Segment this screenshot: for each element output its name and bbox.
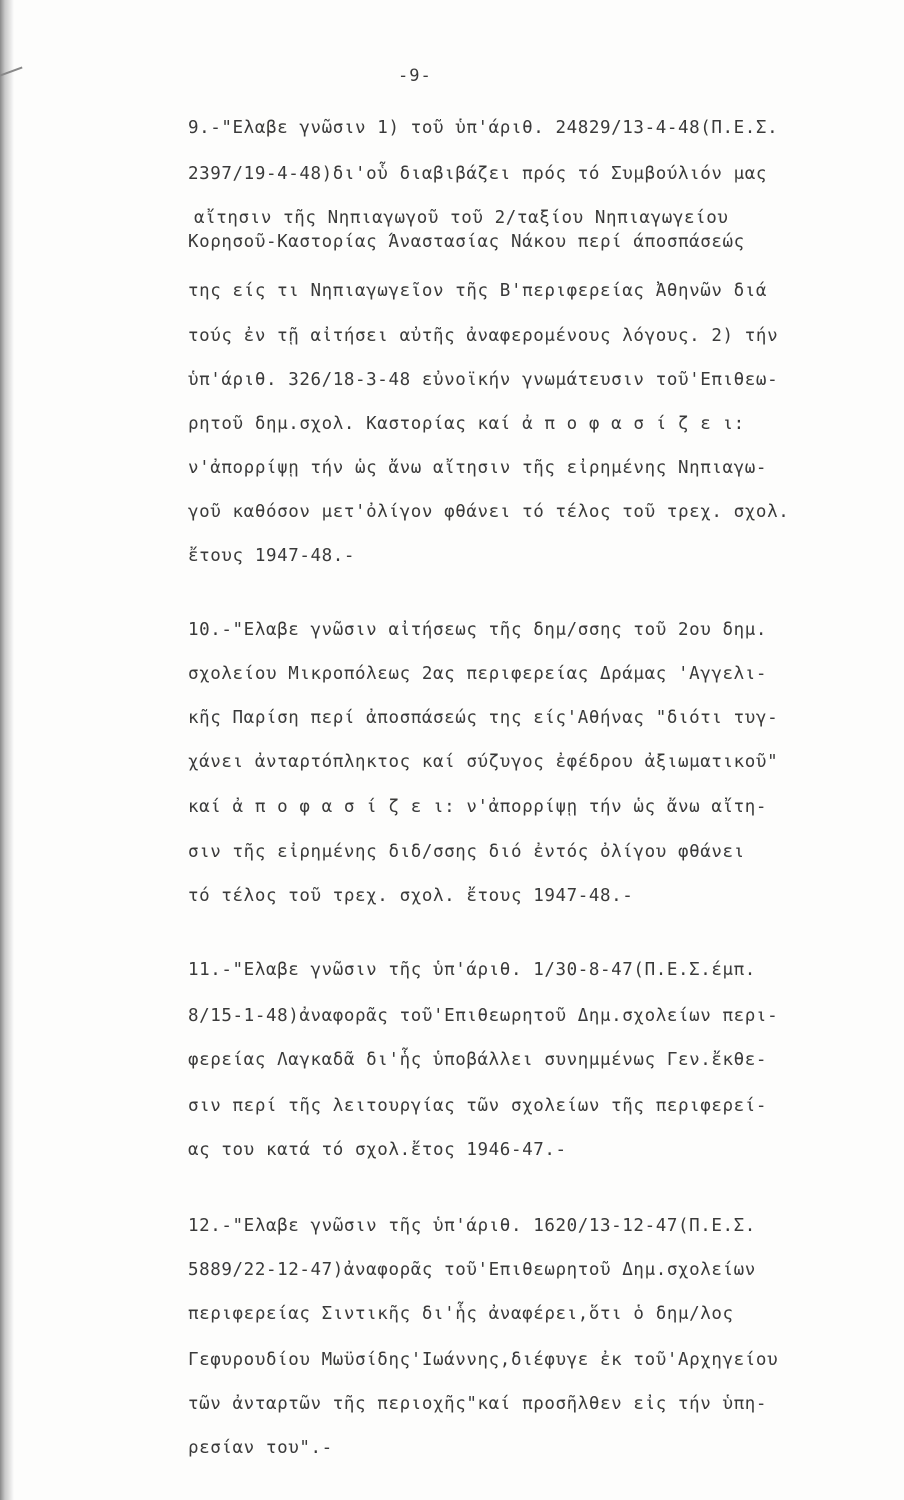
paragraph-9-line: ὑπ'άριθ. 326/18-3-48 εὐνοϊκήν γνωμάτευσιν τοῦ'Επιθεω- <box>188 370 779 390</box>
paragraph-10-line: χάνει ἀνταρτόπληκτος καί σύζυγος ἐφέδρου ἀξιωματικοῦ" <box>188 752 779 772</box>
paragraph-12-line: 12.-"Ελαβε γνῶσιν τῆς ὑπ'άριθ. 1620/13-12-47(Π.Ε.Σ. <box>188 1216 756 1236</box>
paragraph-11-line: ας του κατά τό σχολ.ἔτος 1946-47.- <box>188 1140 567 1160</box>
paragraph-10-line: σιν τῆς εἰρημένης διδ/σσης διό ἐντός ὀλίγου φθάνει <box>188 842 745 862</box>
paragraph-11-line: 11.-"Ελαβε γνῶσιν τῆς ὑπ'άριθ. 1/30-8-47(Π.Ε.Σ.έμπ. <box>188 960 756 980</box>
paragraph-12-line: Γεφυρουδίου Μωϋσίδης'Ιωάννης,διέφυγε ἐκ τοῦ'Αρχηγείου <box>188 1350 779 1370</box>
paragraph-11-line: σιν περί τῆς λειτουργίας τῶν σχολείων τῆς περιφερεί- <box>188 1096 768 1116</box>
paragraph-12-line: 5889/22-12-47)ἀναφορᾶς τοῦ'Επιθεωρητοῦ Δημ.σχολείων <box>188 1260 756 1280</box>
paragraph-9-line: γοῦ καθόσον μετ'ὀλίγον φθάνει τό τέλος τοῦ τρεχ. σχολ. <box>188 502 790 522</box>
paragraph-10-line: 10.-"Ελαβε γνῶσιν αἰτήσεως τῆς δημ/σσης τοῦ 2ου δημ. <box>188 620 768 640</box>
paragraph-9-line: ἔτους 1947-48.- <box>188 546 356 566</box>
paragraph-12-line: ρεσίαν του".- <box>188 1438 333 1458</box>
paragraph-9-line: της είς τι Νηπιαγωγεῖον τῆς Β'περιφερείας Ἀθηνῶν διά <box>188 281 768 301</box>
paragraph-10-line: σχολείου Μικροπόλεως 2ας περιφερείας Δράμας 'Αγγελι- <box>188 664 768 684</box>
paragraph-9-line: ρητοῦ δημ.σχολ. Καστορίας καί ἀ π ο φ α σ ί ζ ε ι: <box>188 414 745 434</box>
paragraph-9-line: Κορησοῦ-Καστορίας Άναστασίας Νάκου περί άποσπάσεώς <box>188 232 745 252</box>
paragraph-9-line: αἴτησιν τῆς Νηπιαγωγοῦ τοῦ 2/ταξίου Νηπιαγωγείου <box>194 208 729 228</box>
paragraph-9-line: τούς ἐν τῇ αἰτήσει αὐτῆς ἀναφερομένους λόγους. 2) τήν <box>188 326 779 346</box>
scan-edge-shadow <box>0 0 14 1500</box>
paragraph-11-line: 8/15-1-48)ἀναφορᾶς τοῦ'Επιθεωρητοῦ Δημ.σχολείων περι- <box>188 1006 779 1026</box>
paragraph-9-line: ν'ἀπορρίψῃ τήν ὡς ἄνω αἴτησιν τῆς εἰρημένης Νηπιαγω- <box>188 458 768 478</box>
paragraph-9-line: 9.-"Ελαβε γνῶσιν 1) τοῦ ὑπ'άριθ. 24829/13-4-48(Π.Ε.Σ. <box>188 118 779 138</box>
paragraph-10-line: καί ἀ π ο φ α σ ί ζ ε ι: ν'ἀπορρίψῃ τήν ὡς ἄνω αἴτη- <box>188 797 768 817</box>
paragraph-12-line: τῶν ἀνταρτῶν τῆς περιοχῆς"καί προσῆλθεν εἰς τήν ὑπη- <box>188 1394 768 1414</box>
page-number: -9- <box>398 66 432 86</box>
paragraph-9-line: 2397/19-4-48)δι'οὗ διαβιβάζει πρός τό Συμβούλιόν μας <box>188 164 768 184</box>
paragraph-10-line: κῆς Παρίση περί ἀποσπάσεώς της είς'Αθήνας "διότι τυγ- <box>188 708 779 728</box>
paragraph-11-line: φερείας Λαγκαδᾶ δι'ἧς ὑποβάλλει συνημμένως Γεν.ἔκθε- <box>188 1050 768 1070</box>
paragraph-12-line: περιφερείας Σιντικῆς δι'ἧς ἀναφέρει,ὅτι ὁ δημ/λος <box>188 1304 734 1324</box>
paragraph-10-line: τό τέλος τοῦ τρεχ. σχολ. ἔτους 1947-48.- <box>188 886 634 906</box>
